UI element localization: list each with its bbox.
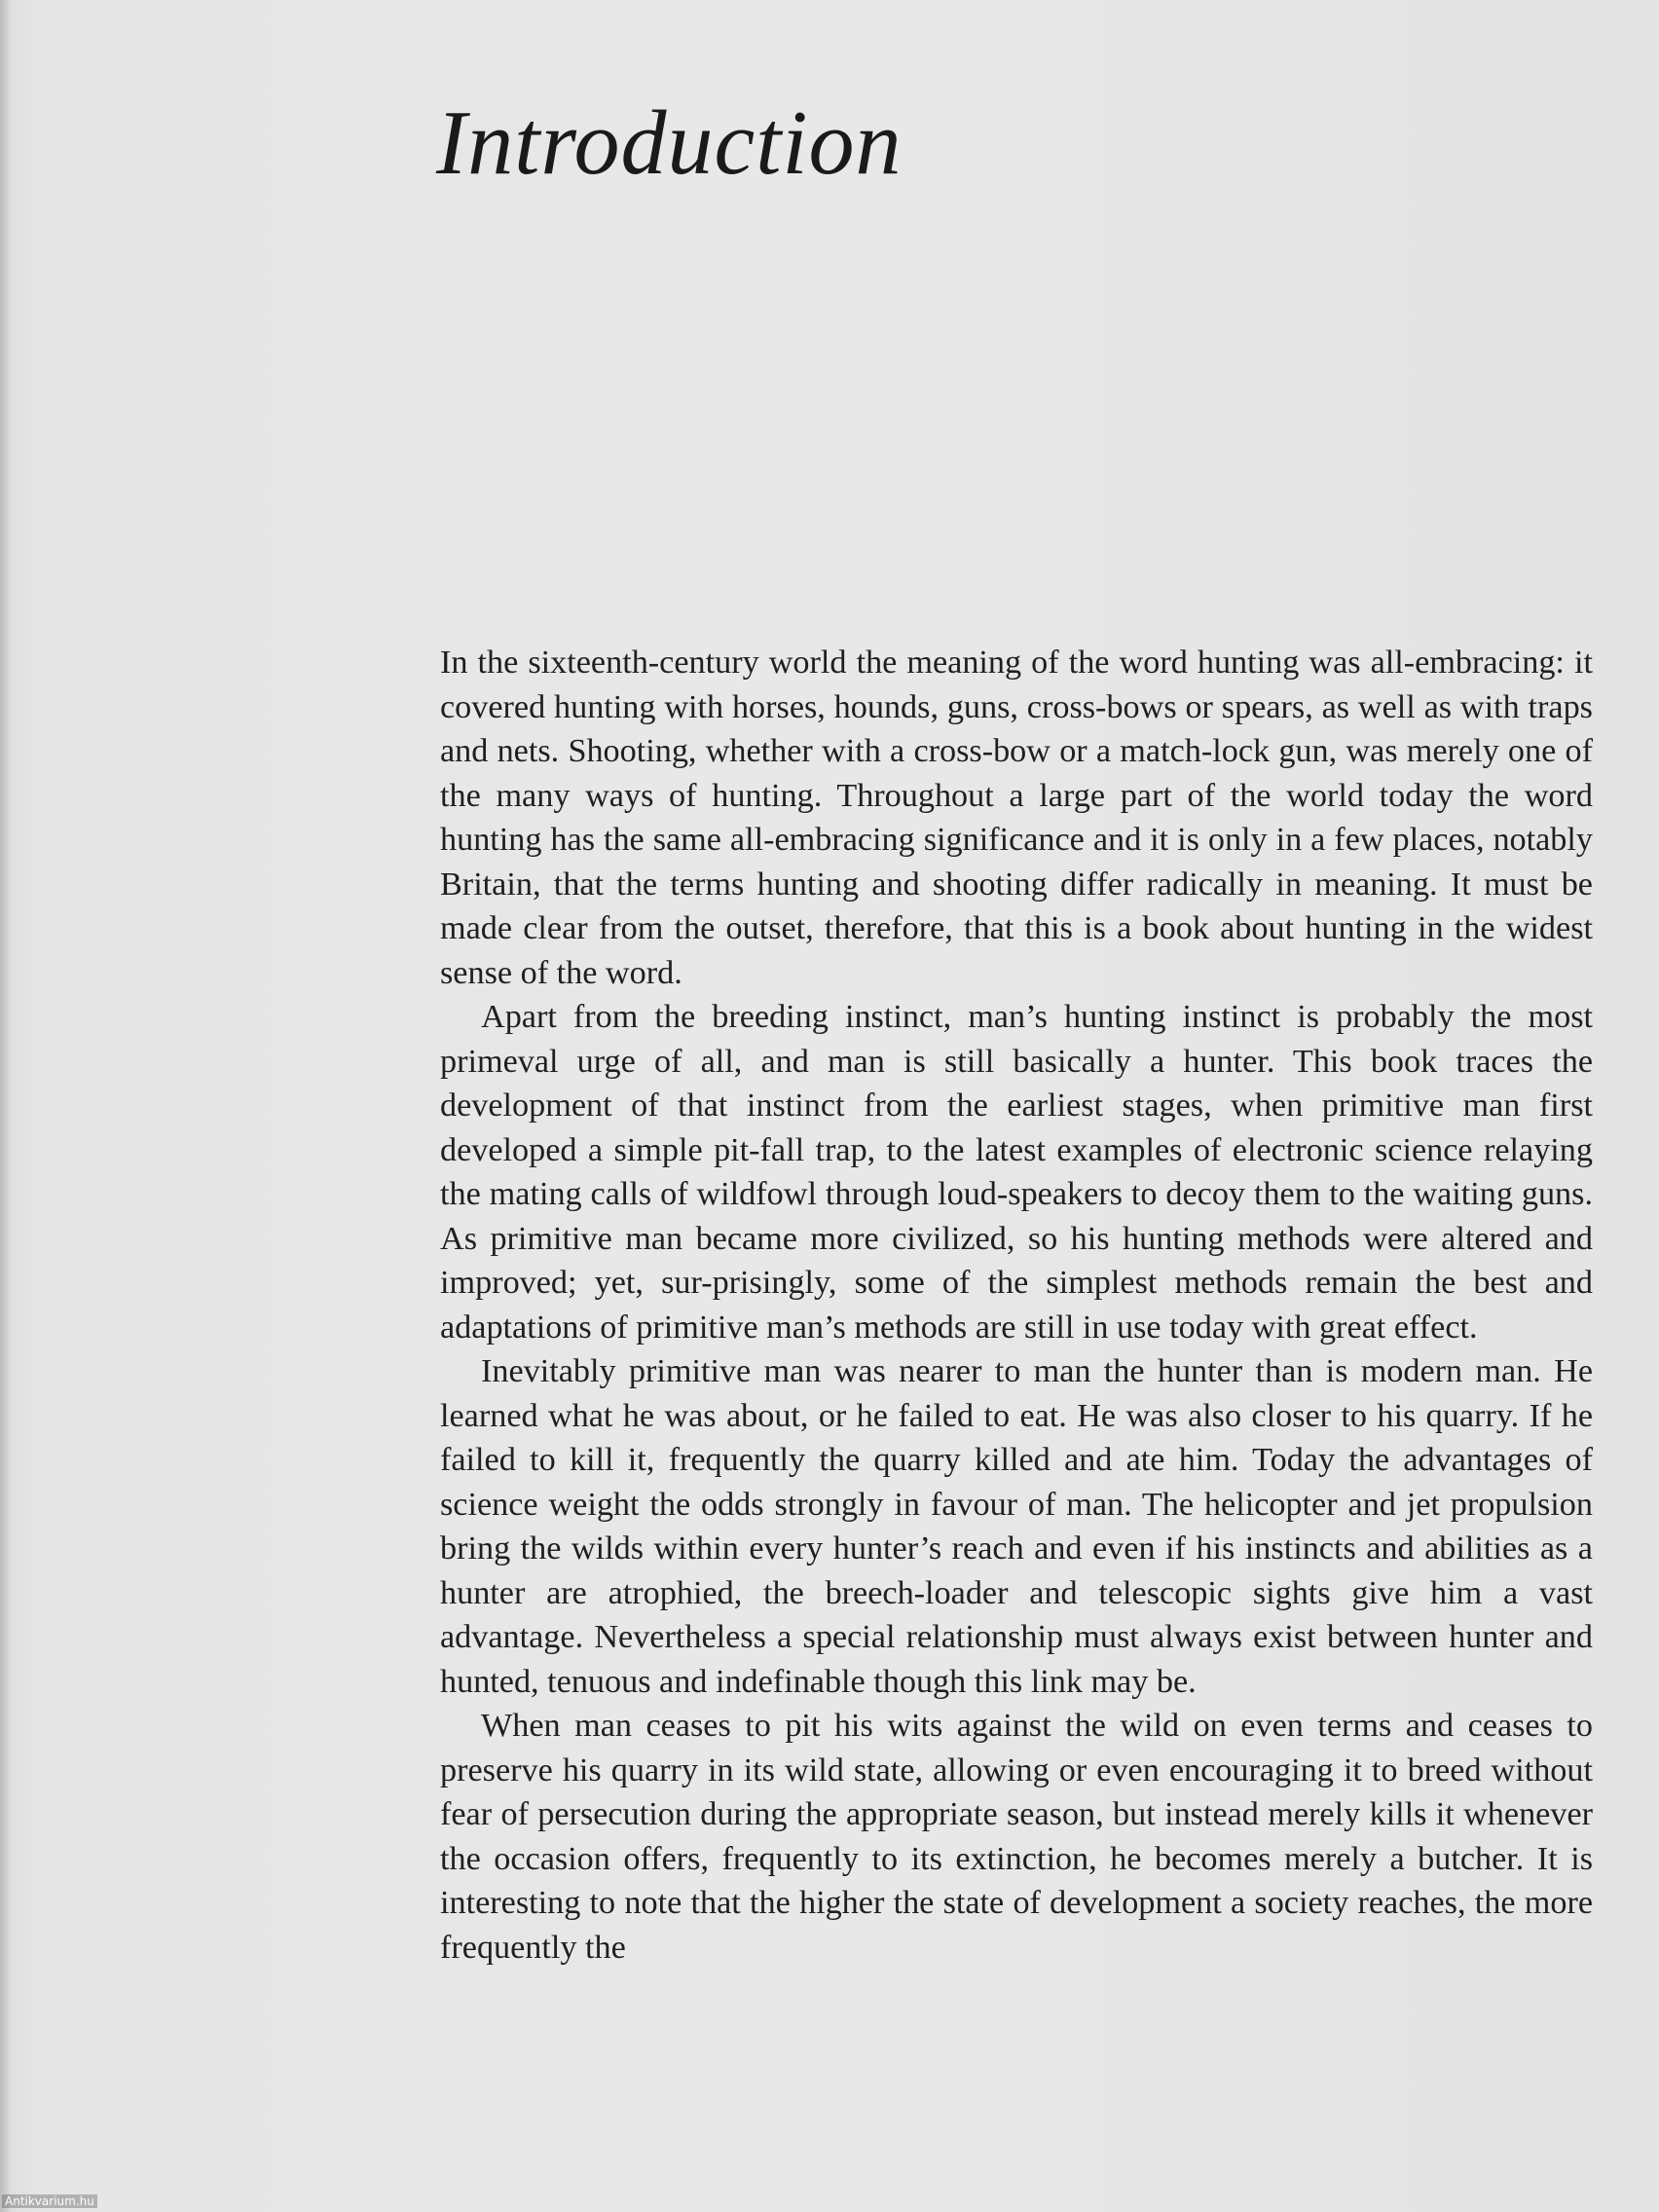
paragraph-1: In the sixteenth-century world the meaning of the word hunting was all-embracing: it covered hunting with horses, hounds, guns, cross-bows or spears, as well as with traps and nets. Shooting, whether with a cross-bow or a match-lock gun, was merely one of the many ways of hunting. Throughout a large part of the world today the word hunting has the same all-embracing significance and it is only in a few places, notably Britain, that the terms hunting and shooting differ radically in meaning. It must be made clear from the outset, therefore, that this is a book about hunting in the widest sense of the word. xyxy=(440,645,1593,991)
page-edge xyxy=(0,0,10,2212)
paragraph-3: Inevitably primitive man was nearer to man the hunter than is modern man. He learned what he was about, or he failed to eat. He was also closer to his quarry. If he failed to kill it, frequently the quarry killed and ate him. Today the advantages of science weight the odds strongly in favour of man. The helicopter and jet propulsion bring the wilds within every hunter’s reach and even if his instincts and abilities as a hunter are atrophied, the breech-loader and telescopic sights give him a vast advantage. Nevertheless a special relationship must always exist between hunter and hunted, tenuous and indefinable though this link may be. xyxy=(440,1353,1593,1700)
paragraph-2: Apart from the breeding instinct, man’s hunting instinct is probably the most primeval urge of all, and man is still basically a hunter. This book traces the development of that instinct from the earliest stages, when primitive man first developed a simple pit-fall trap, to the latest examples of electronic science relaying the mating calls of wildfowl through loud-speakers to decoy them to the waiting guns. As primitive man became more civilized, so his hunting methods were altered and improved; yet, sur-prisingly, some of the simplest methods remain the best and adaptations of primitive man’s methods are still in use today with great effect. xyxy=(440,999,1593,1346)
paragraph-4: When man ceases to pit his wits against the wild on even terms and ceases to preserve his quarry in its wild state, allowing or even encouraging it to breed without fear of persecution during the appropriate season, but instead merely kills it whenever the occasion offers, frequently to its extinction, he becomes merely a butcher. It is interesting to note that the higher the state of development a society reaches, the more frequently the xyxy=(440,1708,1593,1966)
body-text xyxy=(440,641,1593,1970)
page-title: Introduction xyxy=(436,92,903,194)
watermark: Antikvarium.hu xyxy=(2,2194,97,2208)
